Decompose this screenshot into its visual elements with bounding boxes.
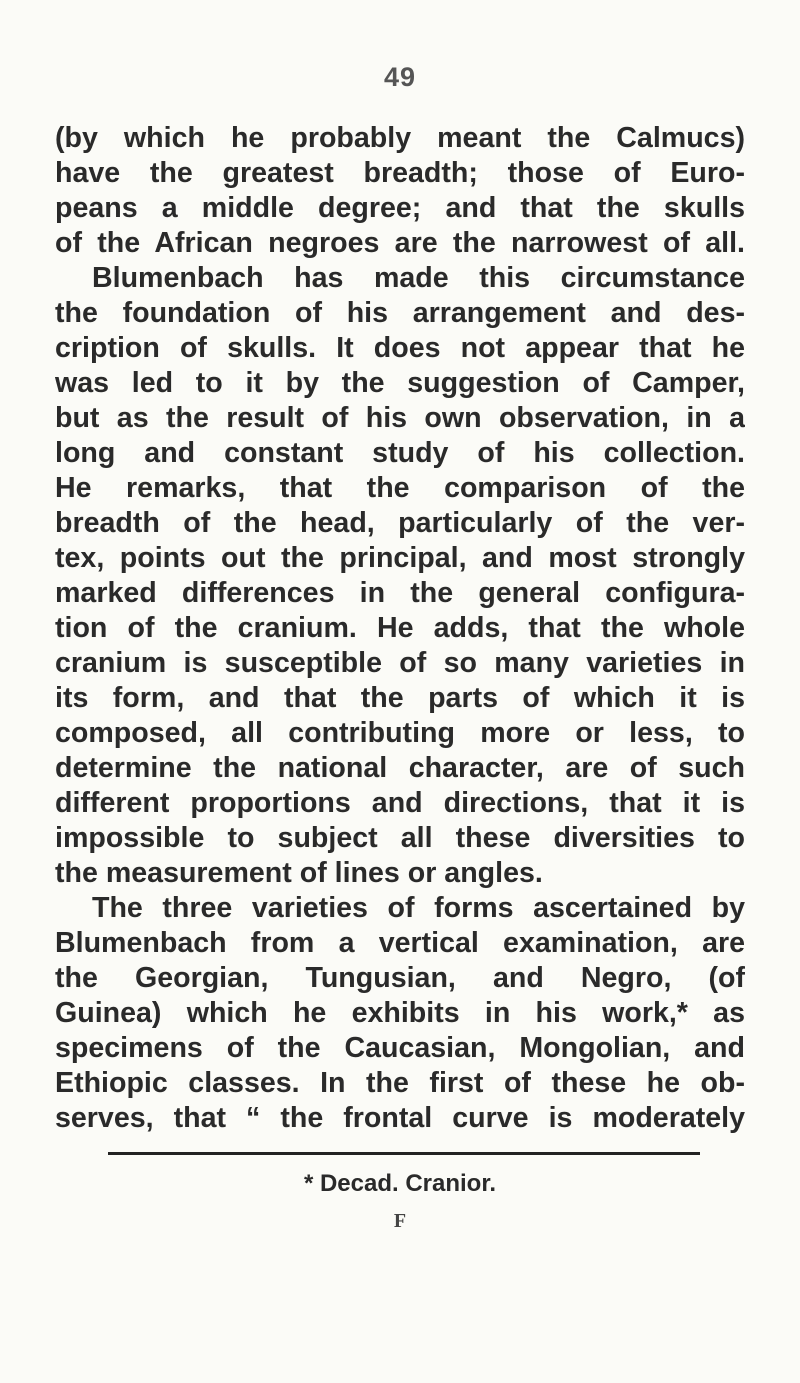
text-line: breadth of the head, particularly of the ver- (55, 507, 745, 539)
text-line: marked differences in the general configura- (55, 577, 745, 609)
text-line: Guinea) which he exhibits in his work,* as (55, 997, 745, 1029)
page-number: 49 (383, 62, 417, 92)
text-line: the foundation of his arrangement and des- (55, 297, 745, 329)
text-line: the Georgian, Tungusian, and Negro, (of (55, 962, 745, 994)
text-line: The three varieties of forms ascertained by (92, 892, 745, 924)
text-line: the measurement of lines or angles. (55, 857, 543, 889)
text-line: different proportions and directions, that it is (55, 787, 745, 819)
text-line: peans a middle degree; and that the skulls (55, 192, 745, 224)
footnote: * Decad. Cranior. (303, 1170, 497, 1197)
text-line: He remarks, that the comparison of the (55, 472, 745, 504)
text-line: tex, points out the principal, and most strongly (55, 542, 745, 574)
text-line: determine the national character, are of such (55, 752, 745, 784)
text-line: have the greatest breadth; those of Euro- (55, 157, 745, 189)
text-line: impossible to subject all these diversities to (55, 822, 745, 854)
text-line: serves, that “ the frontal curve is moderately (55, 1102, 745, 1134)
text-line: long and constant study of his collection. (55, 437, 745, 469)
text-line: of the African negroes are the narrowest of all. (55, 227, 745, 259)
text-line: (by which he probably meant the Calmucs) (55, 122, 745, 154)
text-line: Blumenbach from a vertical examination, are (55, 927, 745, 959)
text-line: its form, and that the parts of which it is (55, 682, 745, 714)
text-line: tion of the cranium. He adds, that the whole (55, 612, 745, 644)
text-line: cranium is susceptible of so many varieties in (55, 647, 745, 679)
signature-mark: F (393, 1210, 407, 1232)
text-line: Blumenbach has made this circumstance (92, 262, 745, 294)
footnote-divider (108, 1152, 700, 1155)
text-line: but as the result of his own observation, in a (55, 402, 745, 434)
text-line: Ethiopic classes. In the first of these he ob- (55, 1067, 745, 1099)
text-line: specimens of the Caucasian, Mongolian, and (55, 1032, 745, 1064)
text-line: was led to it by the suggestion of Camper, (55, 367, 745, 399)
text-line: cription of skulls. It does not appear that he (55, 332, 745, 364)
text-line: composed, all contributing more or less, to (55, 717, 745, 749)
